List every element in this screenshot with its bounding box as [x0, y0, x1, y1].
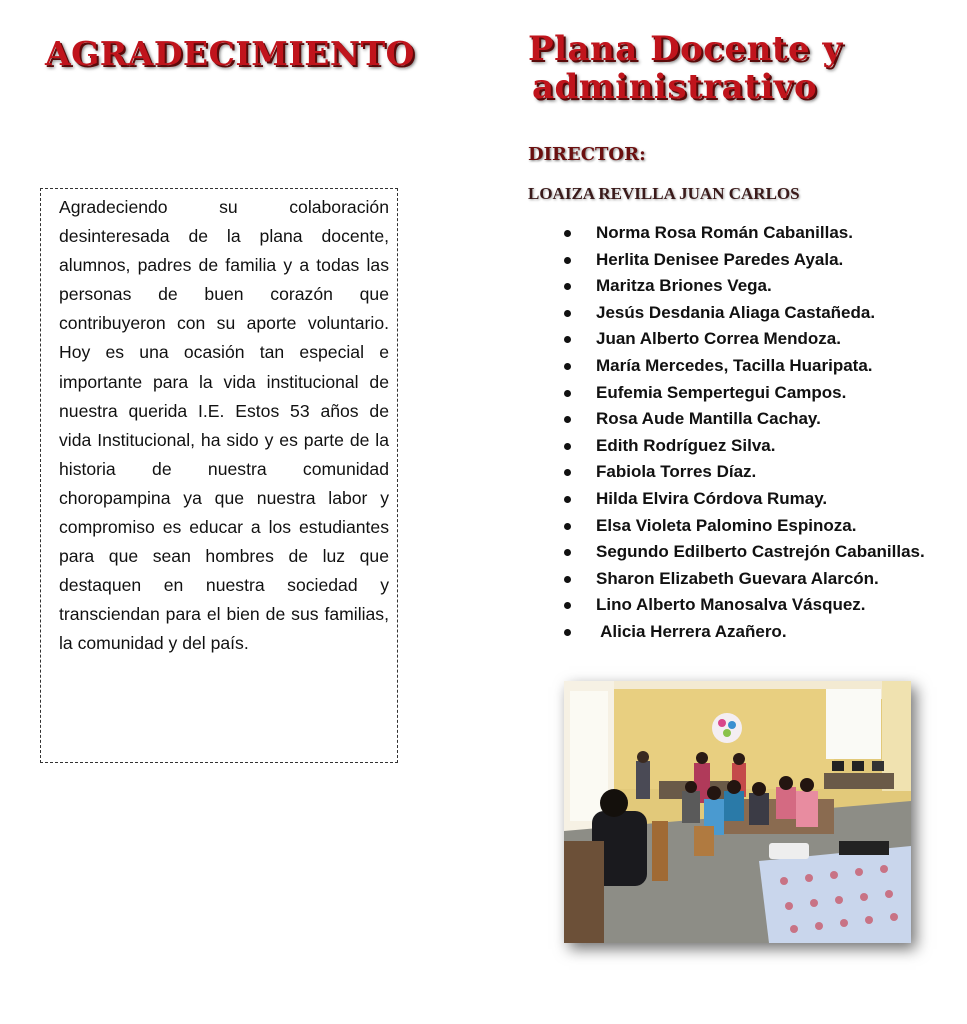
bullet-icon	[564, 416, 571, 423]
staff-name: Sharon Elizabeth Guevara Alarcón.	[596, 568, 879, 588]
staff-item	[560, 619, 960, 646]
bullet-icon	[564, 390, 571, 397]
staff-name: Eufemia Sempertegui Campos.	[596, 382, 847, 402]
director-name: LOAIZA REVILLA JUAN CARLOS	[528, 184, 800, 203]
staff-item	[560, 433, 960, 460]
bullet-icon	[564, 336, 571, 343]
staff-name: Segundo Edilberto Castrejón Cabanillas.	[596, 542, 925, 562]
staff-item	[560, 247, 960, 274]
title-line-1: Plana Docente y	[528, 29, 843, 69]
staff-name: María Mercedes, Tacilla Huaripata.	[596, 355, 873, 375]
staff-name: Elsa Violeta Palomino Espinoza.	[596, 515, 857, 535]
bullet-icon	[564, 230, 571, 237]
bullet-icon	[564, 523, 571, 530]
bullet-icon	[564, 363, 571, 370]
director-label: DIRECTOR:	[528, 144, 646, 165]
staff-item	[560, 539, 960, 566]
classroom-photo-illustration	[564, 681, 911, 943]
staff-item	[560, 273, 960, 300]
bullet-icon	[564, 469, 571, 476]
staff-item	[560, 406, 960, 433]
staff-name: Jesús Desdania Aliaga Castañeda.	[596, 302, 876, 322]
staff-item	[560, 300, 960, 327]
staff-name: Hilda Elvira Córdova Rumay.	[596, 488, 828, 508]
staff-item	[560, 513, 960, 540]
staff-name: Maritza Briones Vega.	[596, 276, 772, 296]
staff-name: Edith Rodríguez Silva.	[596, 435, 776, 455]
classroom-photo	[564, 681, 911, 943]
staff-name: Juan Alberto Correa Mendoza.	[596, 329, 841, 349]
staff-name: Fabiola Torres Díaz.	[596, 462, 757, 482]
staff-name: Herlita Denisee Paredes Ayala.	[596, 249, 844, 269]
staff-name: Alicia Herrera Azañero.	[596, 621, 787, 641]
page-title-agradecimiento: AGRADECIMIENTO	[45, 34, 415, 73]
bullet-icon	[564, 257, 571, 264]
staff-name: Lino Alberto Manosalva Vásquez.	[596, 595, 866, 615]
bullet-icon	[564, 443, 571, 450]
staff-name: Rosa Aude Mantilla Cachay.	[596, 409, 821, 429]
staff-item	[560, 459, 960, 486]
staff-item	[560, 220, 960, 247]
staff-list	[560, 220, 960, 646]
page-title-plana-docente	[528, 30, 948, 106]
staff-item	[560, 486, 960, 513]
bullet-icon	[564, 310, 571, 317]
staff-item	[560, 592, 960, 619]
staff-item	[560, 380, 960, 407]
title-line-2: administrativo	[532, 67, 818, 107]
thanks-message-text: Agradeciendo su colaboración desinteresada de la plana docente, alumnos, padres de familia y a todas las personas de buen corazón que contribuyeron con su aporte voluntario. Hoy es una ocasión tan especial e importante para la vida institucional de nuestra querida I.E. Estos 53 años de vida Institucional, ha sido y es parte de la historia de nuestra comunidad choropampina ya que nuestra labor y compromiso es educar a los estudiantes para que sean hombres de luz que destaquen en nuestra sociedad y transciendan para el bien de sus familias, la comunidad y del país.	[59, 197, 389, 654]
bullet-icon	[564, 283, 571, 290]
bullet-icon	[564, 629, 571, 636]
bullet-icon	[564, 496, 571, 503]
staff-name: Norma Rosa Román Cabanillas.	[596, 223, 853, 242]
staff-item	[560, 353, 960, 380]
bullet-icon	[564, 602, 571, 609]
bullet-icon	[564, 576, 571, 583]
staff-item	[560, 326, 960, 353]
staff-item	[560, 566, 960, 593]
bullet-icon	[564, 549, 571, 556]
